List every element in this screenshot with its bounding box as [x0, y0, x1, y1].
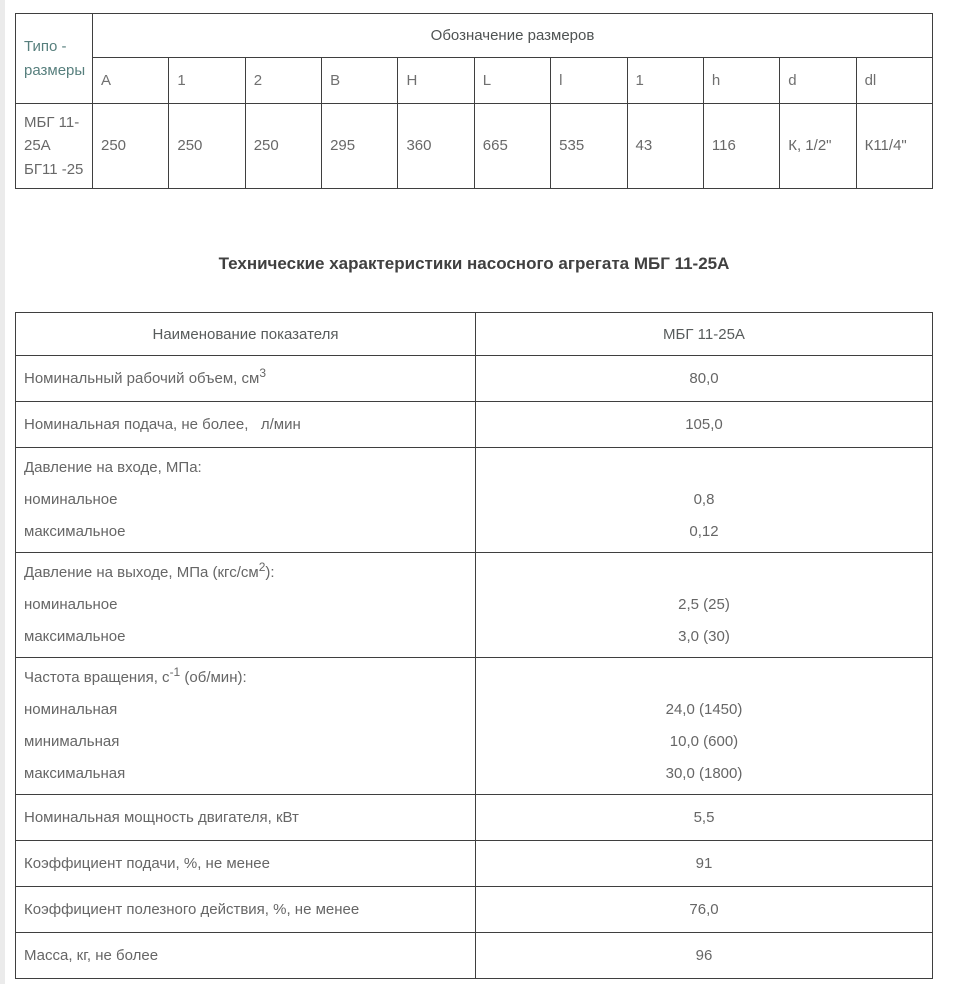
- size-value-cell: 665: [474, 104, 550, 189]
- spec-table-row: [16, 553, 933, 658]
- spec-value-cell: [476, 553, 933, 658]
- spec-table: [15, 312, 933, 979]
- spec-parameter-cell: [16, 887, 476, 933]
- spec-value-line: 80,0: [689, 369, 719, 387]
- spec-value-cell: [476, 795, 933, 841]
- size-value-cell: К11/4": [856, 104, 932, 189]
- spec-table-row: [16, 795, 933, 841]
- spec-table-row: [16, 841, 933, 887]
- spec-value-cell: [476, 841, 933, 887]
- spec-parameter-cell: [16, 448, 476, 553]
- spec-parameter-cell: [16, 658, 476, 795]
- page-left-edge-strip: [0, 0, 5, 984]
- spec-table-row: [16, 402, 933, 448]
- spec-header-parameter: Наименование показателя: [16, 313, 476, 356]
- size-value-cell: 250: [245, 104, 321, 189]
- spec-table-header-row: [16, 313, 933, 356]
- spec-value-line: 76,0: [689, 900, 719, 918]
- size-values-row: [16, 104, 933, 189]
- spec-value-line: 91: [695, 854, 713, 872]
- spec-value-line: 24,0 (1450): [665, 701, 743, 718]
- spec-parameter-cell: [16, 356, 476, 402]
- spec-parameter-line: номинальная: [24, 701, 118, 718]
- size-value-cell: 250: [93, 104, 169, 189]
- spec-parameter-cell: [16, 841, 476, 887]
- size-table-corner-label: Типо - размеры: [16, 14, 93, 104]
- size-columns-row: [16, 58, 933, 104]
- spec-table-row: [16, 448, 933, 553]
- size-column-header: d: [780, 58, 856, 104]
- size-value-cell: 295: [322, 104, 398, 189]
- size-column-header: dl: [856, 58, 932, 104]
- spec-value-cell: [476, 887, 933, 933]
- spec-table-row: [16, 887, 933, 933]
- size-column-header: L: [474, 58, 550, 104]
- spec-value-line: 96: [695, 946, 713, 964]
- size-value-cell: 43: [627, 104, 703, 189]
- spec-parameter-cell: [16, 402, 476, 448]
- spec-parameter-line: Коэффициент полезного действия, %, не менее: [24, 900, 360, 918]
- spec-parameter-line: Номинальный рабочий объем, $см^3$: [24, 365, 266, 387]
- size-column-header: l: [551, 58, 627, 104]
- size-value-cell: 250: [169, 104, 245, 189]
- spec-value-cell: [476, 658, 933, 795]
- spec-value-line: 0,8: [693, 491, 715, 508]
- spec-value-line: 3,0 (30): [678, 628, 730, 645]
- spec-value-cell: [476, 402, 933, 448]
- spec-parameter-line: Коэффициент подачи, %, не менее: [24, 854, 270, 872]
- spec-value-line: 105,0: [685, 415, 723, 433]
- size-column-header: 2: [245, 58, 321, 104]
- size-column-header: h: [703, 58, 779, 104]
- spec-header-model: МБГ 11-25А: [476, 313, 933, 356]
- spec-table-row: [16, 658, 933, 795]
- spec-parameter-cell: [16, 553, 476, 658]
- size-table-group-header: Обозначение размеров: [93, 14, 933, 58]
- size-value-cell: К, 1/2": [780, 104, 856, 189]
- spec-parameter-line: номинальное: [24, 596, 118, 613]
- size-table-group-header-row: [16, 14, 933, 58]
- size-column-header: 1: [169, 58, 245, 104]
- spec-value-line: [476, 557, 932, 589]
- spec-parameter-line: максимальное: [24, 523, 126, 540]
- page-content: [15, 0, 933, 979]
- spec-parameter-cell: [16, 795, 476, 841]
- size-dimensions-table: [15, 13, 933, 189]
- spec-table-row: [16, 933, 933, 979]
- spec-parameter-line: Частота вращения, $с^{-1}$ (об/мин):: [24, 665, 247, 686]
- spec-parameter-line: Номинальная подача, не более, л/мин: [24, 415, 301, 433]
- spec-parameter-line: Давление на входе, МПа:: [24, 459, 202, 476]
- spec-value-line: [476, 452, 932, 484]
- spec-value-line: 5,5: [693, 808, 715, 826]
- spec-parameter-line: максимальное: [24, 628, 126, 645]
- spec-value-cell: [476, 448, 933, 553]
- spec-parameter-line: минимальная: [24, 733, 120, 750]
- size-column-header: B: [322, 58, 398, 104]
- size-column-header: A: [93, 58, 169, 104]
- section-title: Технические характеристики насосного агрегата МБГ 11-25А: [218, 254, 730, 273]
- size-row-label: МБГ 11-25А БГ11 -25: [16, 104, 93, 189]
- spec-value-cell: [476, 933, 933, 979]
- spec-value-line: 30,0 (1800): [665, 765, 743, 782]
- spec-parameter-line: Давление на выходе, МПа $(кгс/см^2)$:: [24, 560, 275, 581]
- spec-parameter-cell: [16, 933, 476, 979]
- spec-value-cell: [476, 356, 933, 402]
- size-value-cell: 535: [551, 104, 627, 189]
- spec-value-line: 10,0 (600): [669, 733, 739, 750]
- spec-parameter-line: Масса, кг, не более: [24, 946, 159, 964]
- size-column-header: H: [398, 58, 474, 104]
- size-column-header: 1: [627, 58, 703, 104]
- spec-parameter-line: номинальное: [24, 491, 118, 508]
- spec-parameter-line: максимальная: [24, 765, 126, 782]
- spec-table-row: [16, 356, 933, 402]
- size-value-cell: 360: [398, 104, 474, 189]
- spec-table-body: [16, 313, 933, 979]
- spec-value-line: 0,12: [689, 523, 719, 540]
- size-value-cell: 116: [703, 104, 779, 189]
- spec-parameter-line: Номинальная мощность двигателя, кВт: [24, 808, 299, 826]
- spec-value-line: 2,5 (25): [678, 596, 730, 613]
- spec-value-line: [476, 662, 932, 694]
